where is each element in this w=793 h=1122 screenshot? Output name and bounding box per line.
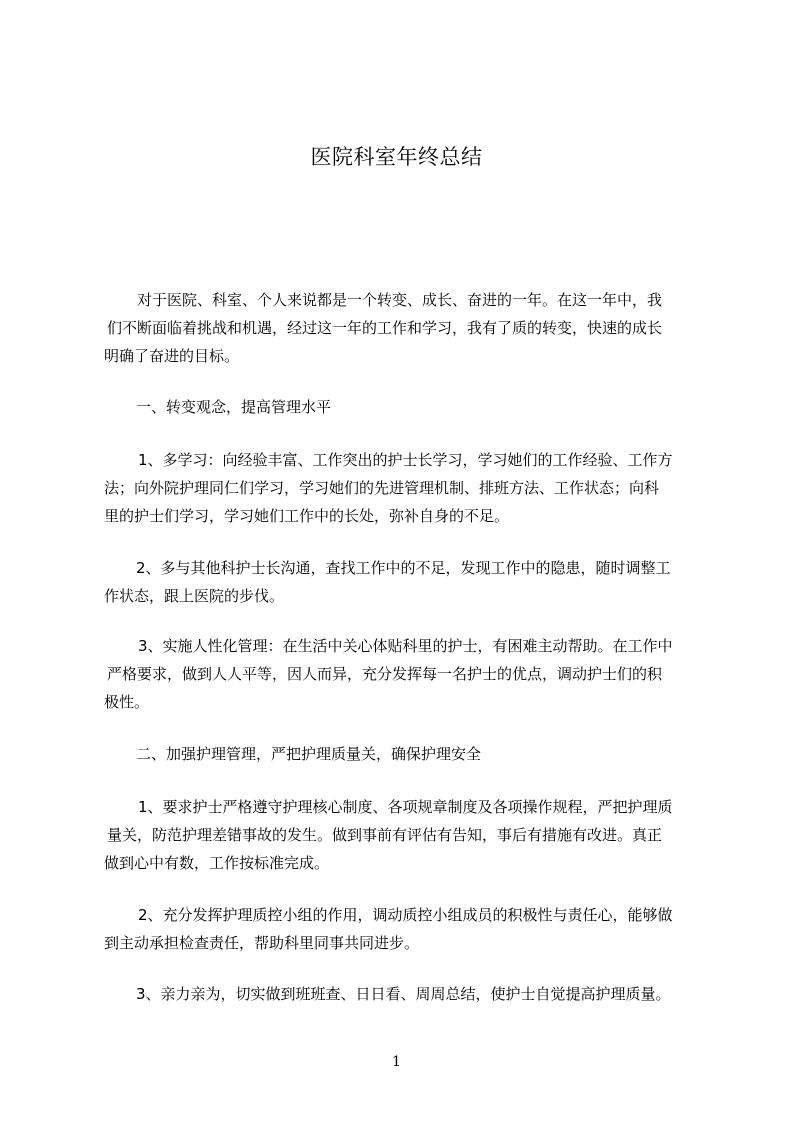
paragraph-line: 里的护士们学习，学习她们工作中的长处，弥补自身的不足。 (104, 507, 510, 525)
paragraph-line: 们不断面临着挑战和机遇，经过这一年的工作和学习，我有了质的转变，快速的成长 (107, 319, 663, 337)
section1-item3 (104, 632, 710, 716)
page-number: 1 (392, 1054, 401, 1070)
paragraph-line: 到主动承担检查责任，帮助科里同事共同进步。 (104, 934, 420, 952)
paragraph-line: 1、要求护士严格遵守护理核心制度、各项规章制度及各项操作规程，严把护理质 (138, 798, 673, 816)
section-heading: 一、转变观念，提高管理水平 (136, 398, 332, 416)
paragraph-line: 对于医院、科室、个人来说都是一个转变、成长、奋进的一年。在这一年中，我 (137, 291, 663, 309)
paragraph-line: 严格要求，做到人人平等，因人而异，充分发挥每一名护士的优点，调动护士们的积 (107, 665, 663, 683)
paragraph-line: 3、亲力亲为，切实做到班班查、日日看、周周总结，使护士自觉提高护理质量。 (136, 985, 671, 1003)
paragraph-line: 作状态，跟上医院的步伐。 (104, 587, 285, 605)
intro-paragraph (104, 286, 710, 370)
section2-item1 (104, 793, 710, 877)
section1-item1 (104, 446, 710, 530)
paragraph-line: 2、充分发挥护理质控小组的作用，调动质控小组成员的积极性与责任心，能够做 (138, 906, 673, 924)
paragraph-line: 1、多学习：向经验丰富、工作突出的护士长学习，学习她们的工作经验、工作方 (138, 451, 673, 469)
paragraph-line: 法；向外院护理同仁们学习，学习她们的先进管理机制、排班方法、工作状态；向科 (104, 479, 660, 497)
paragraph-line: 极性。 (104, 693, 150, 711)
page-title: 医院科室年终总结 (310, 145, 483, 169)
paragraph-line: 做到心中有数，工作按标准完成。 (104, 854, 330, 872)
paragraph-line: 量关，防范护理差错事故的发生。做到事前有评估有告知，事后有措施有改进。真正 (107, 826, 663, 844)
paragraph-line: 2、多与其他科护士长沟通，查找工作中的不足，发现工作中的隐患，随时调整工 (136, 559, 671, 577)
section-heading: 二、加强护理管理，严把护理质量关，确保护理安全 (136, 745, 482, 763)
paragraph-line: 明确了奋进的目标。 (104, 347, 240, 365)
section2-item2 (104, 901, 710, 957)
paragraph-line: 3、实施人性化管理：在生活中关心体贴科里的护士，有困难主动帮助。在工作中 (138, 637, 673, 655)
section1-item2 (104, 554, 710, 610)
section2-item3 (136, 980, 716, 1008)
